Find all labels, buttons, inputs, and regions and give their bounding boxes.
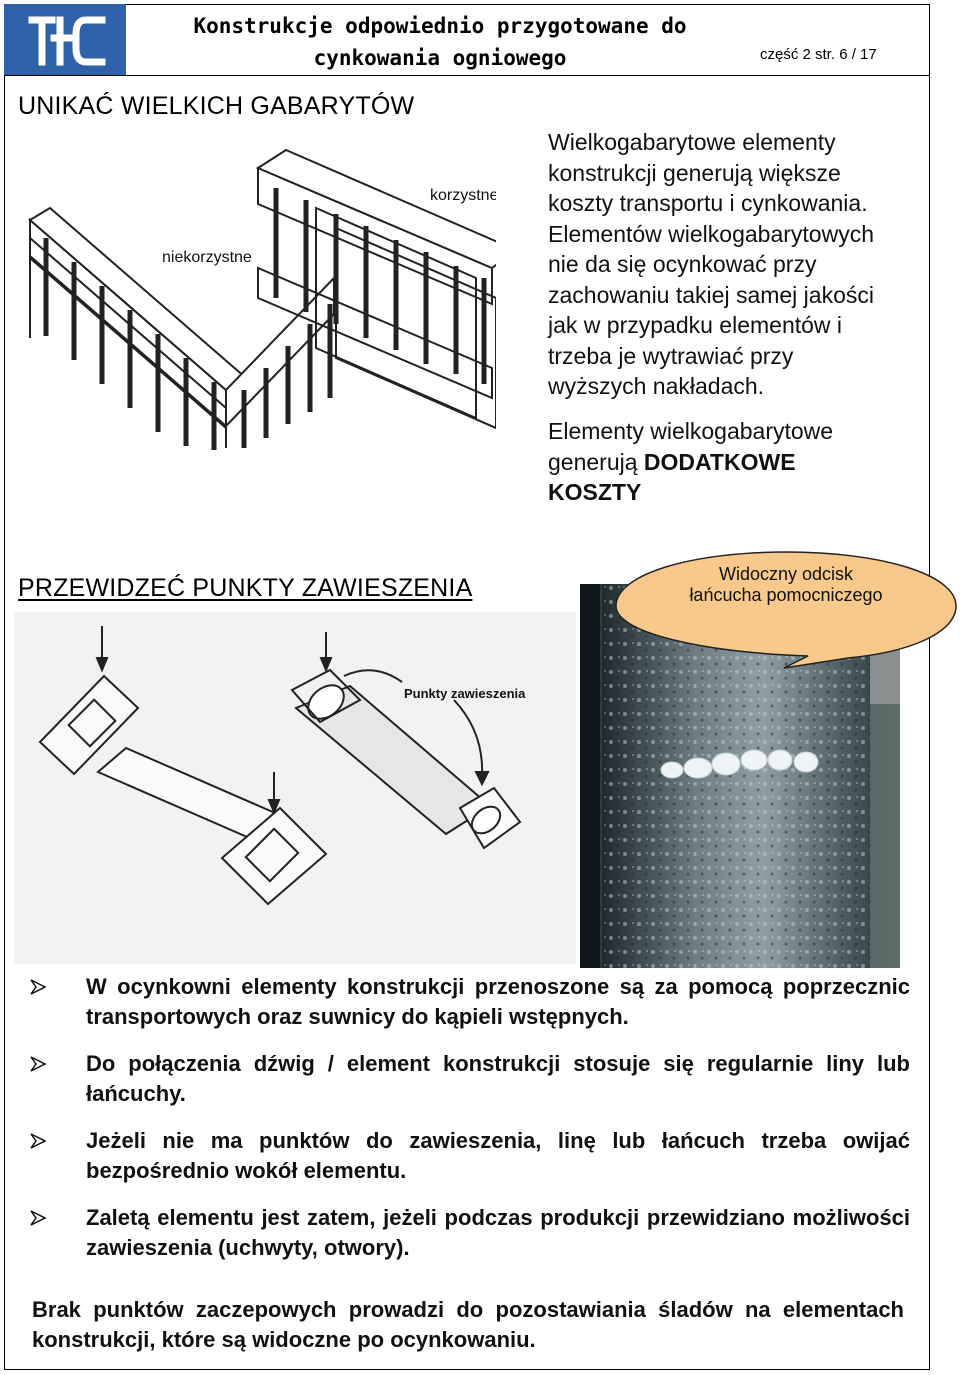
arrow-bullet-icon (30, 1210, 46, 1226)
list-item (30, 1049, 910, 1109)
drawing-label: Punkty zawieszenia (404, 686, 526, 701)
paragraph-line: Wielkogabarytowe elementy (548, 129, 836, 155)
emphasis-text: generują (548, 448, 644, 475)
emphasis-line (548, 477, 918, 508)
paragraph-line: Elementów wielkogabarytowych (548, 220, 874, 247)
label-unfavourable: niekorzystne (162, 249, 252, 266)
emphasis-line: Elementy wielkogabarytowe (548, 418, 834, 444)
conclusion-paragraph: Brak punktów zaczepowych prowadzi do pozostawiania śladów na elementach konstrukcji, które są widoczne po ocynkowaniu. (32, 1297, 904, 1352)
emphasis-bold: KOSZTY (548, 479, 642, 505)
bullet-text: Jeżeli nie ma punktów do zawieszenia, linę lub łańcuch trzeba owijać bezpośrednio wokół elementu. (86, 1128, 910, 1183)
bullet-list (30, 972, 910, 1280)
title-line-2: cynkowania ogniowego (313, 46, 567, 70)
header-divider (4, 75, 930, 76)
frames-illustration (16, 128, 496, 458)
callout-line-1: Widoczny odcisk (718, 564, 854, 584)
emphasis-bold: DODATKOWE (643, 448, 796, 475)
suspension-points-drawing (14, 612, 576, 964)
paragraph-line: koszty transportu i cynkowania. (548, 190, 868, 216)
bullet-text: Zaletą elementu jest zatem, jeżeli podczas produkcji przewidziano możliwości zawieszenia (uchwyty, otwory). (86, 1205, 910, 1260)
emphasis-line (548, 447, 918, 478)
callout-text (612, 564, 960, 606)
paragraph-line: jak w przypadku elementów i (548, 312, 843, 338)
paragraph-line: konstrukcji generują większe (548, 159, 841, 186)
paragraph-line: nie da się ocynkować przy (548, 251, 817, 277)
title-line-1: Konstrukcje odpowiednio przygotowane do (193, 14, 687, 38)
frame-structures-image (16, 128, 496, 458)
arrow-bullet-icon (30, 1133, 46, 1149)
section-heading-large-dimensions: UNIKAĆ WIELKICH GABARYTÓW (18, 92, 415, 120)
document-title (140, 10, 740, 74)
section-heading-suspension-points: PRZEWIDZEĆ PUNKTY ZAWIESZENIA (18, 574, 473, 602)
chain-imprint-callout (612, 548, 960, 672)
arrow-bullet-icon (30, 1056, 46, 1072)
page-number: część 2 str. 6 / 17 (760, 46, 877, 63)
paragraph-line: trzeba je wytrawiać przy (548, 342, 794, 369)
logo-mark-icon (4, 4, 126, 76)
paragraph-line: zachowaniu takiej samej jakości (548, 281, 874, 308)
callout-line-2: łańcucha pomocniczego (689, 585, 883, 605)
large-dimensions-paragraph (548, 127, 918, 402)
list-item (30, 1126, 910, 1186)
bullet-text: Do połączenia dźwig / element konstrukcji stosuje się regularnie liny lub łańcuchy. (86, 1051, 910, 1106)
label-favourable: korzystne (430, 187, 496, 204)
additional-costs-note (548, 416, 918, 508)
arrow-bullet-icon (30, 979, 46, 995)
hanging-points-diagram (14, 612, 576, 964)
list-item (30, 972, 910, 1032)
paragraph-line: wyższych nakładach. (548, 373, 765, 399)
list-item (30, 1203, 910, 1263)
company-logo (4, 4, 126, 76)
bullet-text: W ocynkowni elementy konstrukcji przenoszone są za pomocą poprzecznic transportowych oraz suwnicy do kąpieli wstępnych. (86, 974, 910, 1029)
